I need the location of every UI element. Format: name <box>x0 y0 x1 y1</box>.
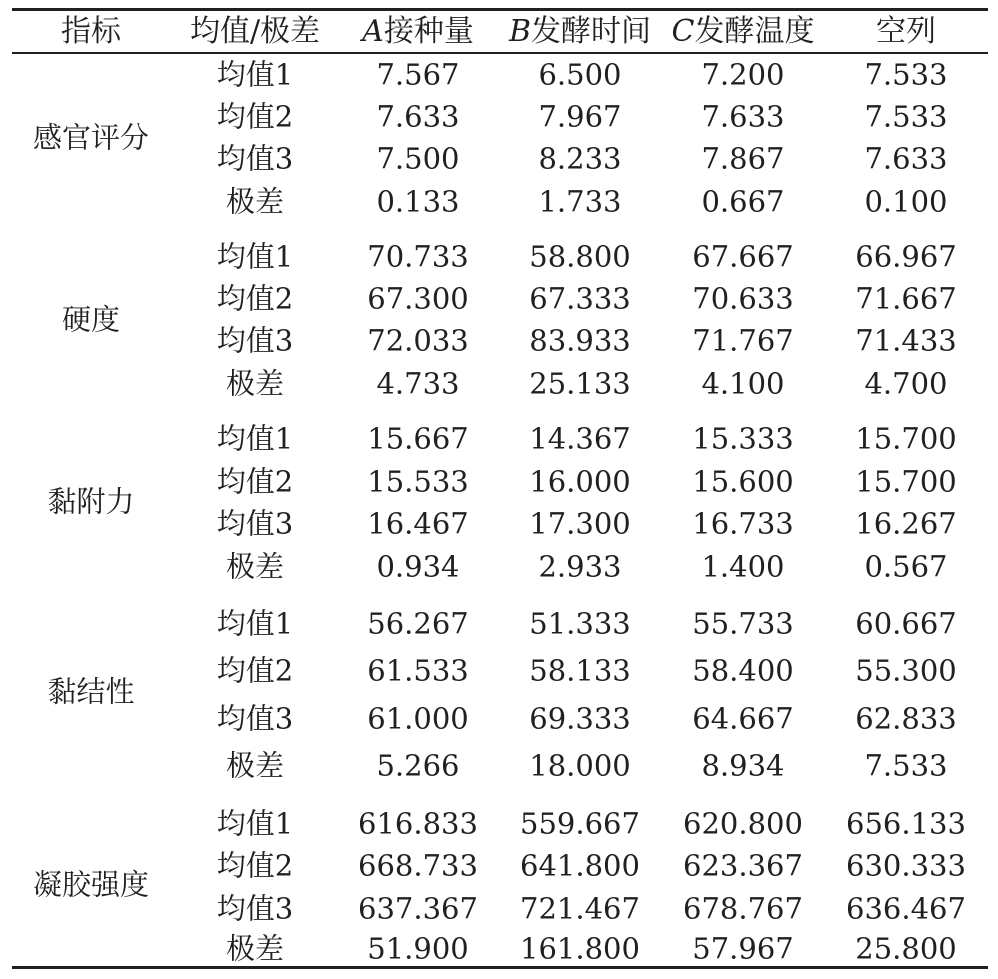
row-label: 均值1 <box>216 806 294 841</box>
value-cell: 8.934 <box>701 748 785 783</box>
row-label: 极差 <box>225 748 285 783</box>
value-cell: 15.600 <box>692 464 794 499</box>
row-label: 均值2 <box>216 653 294 688</box>
row-label: 均值3 <box>216 141 294 176</box>
header-factor-a <box>362 14 474 49</box>
row-label: 均值1 <box>216 421 294 456</box>
value-cell: 71.433 <box>855 323 957 358</box>
value-cell: 1.400 <box>701 549 785 584</box>
value-cell: 0.567 <box>864 549 948 584</box>
value-cell: 637.367 <box>358 891 478 926</box>
value-cell: 623.367 <box>683 848 803 883</box>
header-indicator: 指标 <box>61 14 121 49</box>
bottom-rule <box>12 966 988 969</box>
row-label: 均值3 <box>216 323 294 358</box>
value-cell: 668.733 <box>358 848 478 883</box>
value-cell: 0.934 <box>376 549 460 584</box>
value-cell: 64.667 <box>692 701 794 736</box>
row-label: 均值1 <box>216 606 294 641</box>
header-rule <box>12 52 988 54</box>
value-cell: 70.733 <box>367 239 469 274</box>
value-cell: 71.767 <box>692 323 794 358</box>
group-name: 感官评分 <box>32 120 150 155</box>
value-cell: 7.533 <box>864 57 948 92</box>
row-label: 均值3 <box>216 701 294 736</box>
group-name: 黏结性 <box>47 674 135 709</box>
value-cell: 559.667 <box>520 806 640 841</box>
value-cell: 60.667 <box>855 606 957 641</box>
value-cell: 7.967 <box>538 99 622 134</box>
value-cell: 51.333 <box>529 606 631 641</box>
value-cell: 0.133 <box>376 184 460 219</box>
value-cell: 57.967 <box>692 931 794 966</box>
value-cell: 56.267 <box>367 606 469 641</box>
value-cell: 2.933 <box>538 549 622 584</box>
header-factor-b <box>508 14 652 49</box>
value-cell: 6.500 <box>538 57 622 92</box>
header-empty-column: 空列 <box>876 14 936 49</box>
value-cell: 7.533 <box>864 748 948 783</box>
header-mean-range: 均值/极差 <box>189 14 321 49</box>
value-cell: 67.300 <box>367 281 469 316</box>
value-cell: 0.100 <box>864 184 948 219</box>
value-cell: 71.667 <box>855 281 957 316</box>
top-rule <box>12 8 988 11</box>
value-cell: 58.800 <box>529 239 631 274</box>
row-label: 均值1 <box>216 57 294 92</box>
value-cell: 721.467 <box>520 891 640 926</box>
row-label: 均值3 <box>216 891 294 926</box>
value-cell: 8.233 <box>538 141 622 176</box>
value-cell: 67.667 <box>692 239 794 274</box>
value-cell: 656.133 <box>846 806 966 841</box>
row-label: 均值3 <box>216 506 294 541</box>
row-label: 极差 <box>225 184 285 219</box>
value-cell: 4.733 <box>376 366 460 401</box>
value-cell: 15.667 <box>367 421 469 456</box>
header-factor-b-letter: B <box>508 14 532 49</box>
value-cell: 0.667 <box>701 184 785 219</box>
value-cell: 636.467 <box>846 891 966 926</box>
header-factor-a-letter: A <box>362 14 384 49</box>
header-factor-c <box>671 14 815 49</box>
value-cell: 67.333 <box>529 281 631 316</box>
value-cell: 5.266 <box>376 748 460 783</box>
row-label: 极差 <box>225 931 285 966</box>
value-cell: 16.733 <box>692 506 794 541</box>
value-cell: 58.133 <box>529 653 631 688</box>
value-cell: 15.700 <box>855 464 957 499</box>
value-cell: 83.933 <box>529 323 631 358</box>
value-cell: 630.333 <box>846 848 966 883</box>
header-factor-a-name: 接种量 <box>383 14 474 49</box>
header-factor-c-name: 发酵温度 <box>694 14 815 49</box>
row-label: 均值2 <box>216 464 294 499</box>
row-label: 均值2 <box>216 99 294 134</box>
header-factor-b-name: 发酵时间 <box>531 14 652 49</box>
value-cell: 15.333 <box>692 421 794 456</box>
value-cell: 55.733 <box>692 606 794 641</box>
value-cell: 61.533 <box>367 653 469 688</box>
row-label: 极差 <box>225 549 285 584</box>
group-name: 硬度 <box>61 302 121 337</box>
value-cell: 620.800 <box>683 806 803 841</box>
value-cell: 616.833 <box>358 806 478 841</box>
value-cell: 16.467 <box>367 506 469 541</box>
row-label: 均值2 <box>216 848 294 883</box>
value-cell: 7.533 <box>864 99 948 134</box>
value-cell: 7.633 <box>864 141 948 176</box>
value-cell: 25.800 <box>855 931 957 966</box>
value-cell: 17.300 <box>529 506 631 541</box>
value-cell: 678.767 <box>683 891 803 926</box>
value-cell: 16.267 <box>855 506 957 541</box>
value-cell: 15.700 <box>855 421 957 456</box>
value-cell: 51.900 <box>367 931 469 966</box>
value-cell: 7.567 <box>376 57 460 92</box>
value-cell: 16.000 <box>529 464 631 499</box>
value-cell: 4.700 <box>864 366 948 401</box>
value-cell: 72.033 <box>367 323 469 358</box>
value-cell: 69.333 <box>529 701 631 736</box>
value-cell: 70.633 <box>692 281 794 316</box>
header-factor-c-letter: C <box>671 14 695 49</box>
value-cell: 58.400 <box>692 653 794 688</box>
value-cell: 62.833 <box>855 701 957 736</box>
value-cell: 161.800 <box>520 931 640 966</box>
value-cell: 18.000 <box>529 748 631 783</box>
value-cell: 66.967 <box>855 239 957 274</box>
value-cell: 7.867 <box>701 141 785 176</box>
value-cell: 61.000 <box>367 701 469 736</box>
value-cell: 7.633 <box>376 99 460 134</box>
value-cell: 15.533 <box>367 464 469 499</box>
value-cell: 7.500 <box>376 141 460 176</box>
row-label: 均值2 <box>216 281 294 316</box>
value-cell: 25.133 <box>529 366 631 401</box>
value-cell: 14.367 <box>529 421 631 456</box>
value-cell: 55.300 <box>855 653 957 688</box>
value-cell: 641.800 <box>520 848 640 883</box>
value-cell: 4.100 <box>701 366 785 401</box>
value-cell: 7.633 <box>701 99 785 134</box>
row-label: 均值1 <box>216 239 294 274</box>
value-cell: 7.200 <box>701 57 785 92</box>
group-name: 黏附力 <box>47 484 135 519</box>
row-label: 极差 <box>225 366 285 401</box>
group-name: 凝胶强度 <box>32 867 150 902</box>
value-cell: 1.733 <box>538 184 622 219</box>
